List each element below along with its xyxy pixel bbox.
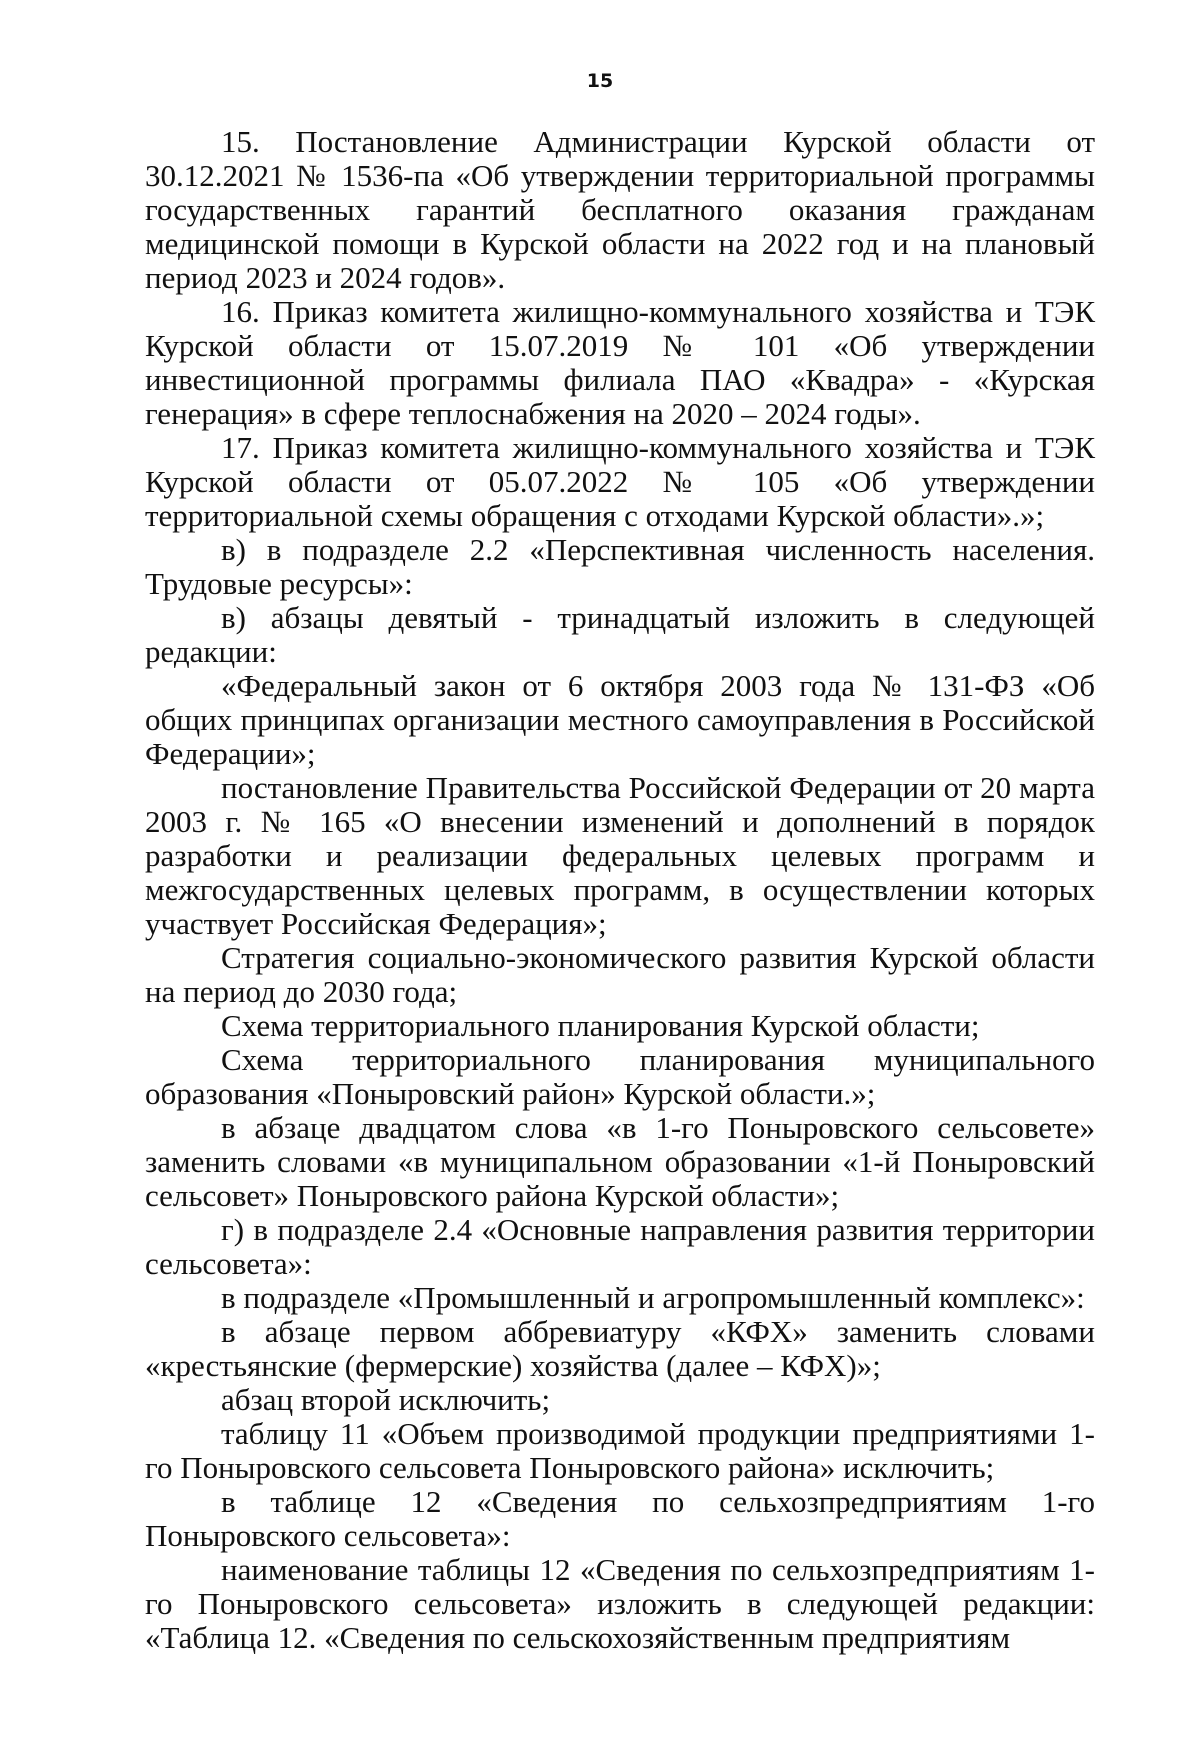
paragraph-subsection-2-2: в) в подразделе 2.2 «Перспективная численность населения. Трудовые ресурсы»: [145,532,1095,601]
paragraph-table-12: в таблице 12 «Сведения по сельхозпредприятиям 1-го Поныровского сельсовета»: [145,1484,1095,1553]
paragraph-item-16: 16. Приказ комитета жилищно-коммунального хозяйства и ТЭК Курской области от 15.07.2019 № 101 «Об утверждении инвестиционной программы филиала ПАО «Квадра» - «Курская генерация» в сфере теплоснабжения на 2020 – 2024 годы». [145,294,1095,431]
paragraph-scheme-region: Схема территориального планирования Курской области; [221,1008,980,1043]
paragraph-subsection-2-4: г) в подразделе 2.4 «Основные направления развития территории сельсовета»: [145,1212,1095,1281]
paragraph-kfh-replace: в абзаце первом аббревиатуру «КФХ» заменить словами «крестьянские (фермерские) хозяйства (далее – КФХ)»; [145,1314,1095,1383]
paragraph-strategy: Стратегия социально-экономического развития Курской области на период до 2030 года; [145,940,1095,1009]
document-body [145,125,1095,1655]
page-number: 15 [586,70,614,92]
paragraph-scheme-municipal: Схема территориального планирования муниципального образования «Поныровский район» Курской области.»; [145,1042,1095,1111]
paragraph-item-17: 17. Приказ комитета жилищно-коммунального хозяйства и ТЭК Курской области от 05.07.2022 № 105 «Об утверждении территориальной схемы обращения с отходами Курской области».»; [145,430,1095,533]
paragraph-industrial-complex: в подразделе «Промышленный и агропромышленный комплекс»: [221,1280,1085,1315]
paragraph-abzacy-instruction: в) абзацы девятый - тринадцатый изложить в следующей редакции: [145,600,1095,669]
paragraph-item-15: 15. Постановление Администрации Курской области от 30.12.2021 № 1536-па «Об утверждении территориальной программы государственных гарантий бесплатного оказания гражданам медицинской помощи в Курской области на 2022 год и на плановый период 2023 и 2024 годов». [145,124,1095,295]
paragraph-federal-law: «Федеральный закон от 6 октября 2003 года № 131-ФЗ «Об общих принципах организации местного самоуправления в Российской Федерации»; [145,668,1095,771]
paragraph-table-12-title: наименование таблицы 12 «Сведения по сельхозпредприятиям 1-го Поныровского сельсовета» изложить в следующей редакции: «Таблица 12. «Сведения по сельскохозяйственным предприятиям [145,1552,1095,1655]
paragraph-government-decree: постановление Правительства Российской Федерации от 20 марта 2003 г. № 165 «О внесении изменений и дополнений в порядок разработки и реализации федеральных целевых программ и межгосударственных целевых программ, в осуществлении которых участвует Российская Федерация»; [145,770,1095,941]
paragraph-second-abzac-exclude: абзац второй исключить; [221,1382,551,1417]
paragraph-twentieth-abzac: в абзаце двадцатом слова «в 1-го Поныровского сельсовете» заменить словами «в муниципальном образовании «1-й Поныровский сельсовет» Поныровского района Курской области»; [145,1110,1095,1213]
paragraph-table-11-exclude: таблицу 11 «Объем производимой продукции предприятиями 1-го Поныровского сельсовета Поныровского района» исключить; [145,1416,1095,1485]
